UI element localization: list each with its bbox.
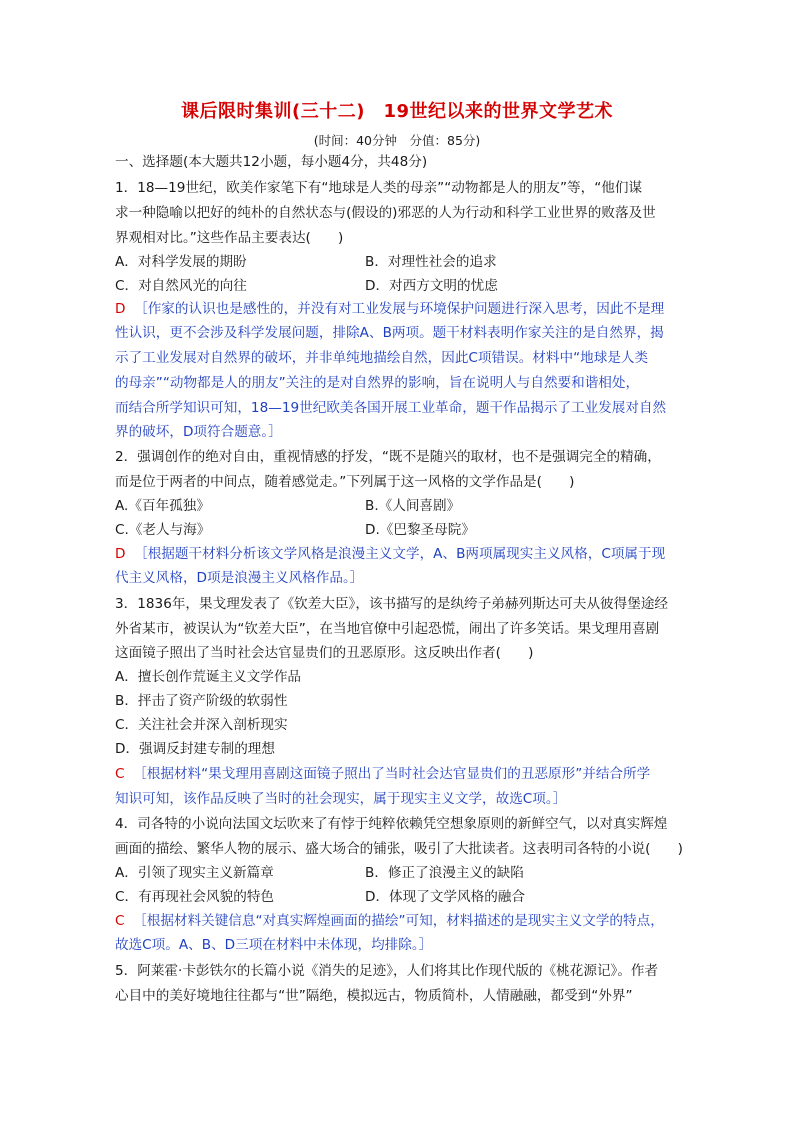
question-2-option-row-1 [115,496,690,516]
question-2-line-2: 而是位于两者的中间点，随着感觉走。”下列属于这一风格的文学作品是( ) [115,474,575,490]
question-3-option-a: A．擅长创作荒诞主义文学作品 [115,669,302,685]
question-2-option-row-2 [115,520,690,540]
question-1-answer-line-1 [115,299,690,319]
question-4-answer-letter: C [115,913,125,929]
question-4-line-1: 4．司各特的小说向法国文坛吹来了有悖于纯粹依赖凭空想象原则的新鲜空气，以对真实辉煌 [115,816,668,832]
question-1-line-1: 1．18—19世纪，欧美作家笔下有“地球是人类的母亲”“动物都是人的朋友”等，“他们谋 [115,180,643,196]
question-4-option-d: D．体现了文学风格的融合 [365,889,525,905]
question-2-answer-text: ［根据题干材料分析该文学风格是浪漫主义文学，A、B两项属现实主义风格，C项属于现 [134,546,666,562]
question-1-option-c: C．对自然风光的向往 [115,278,247,294]
question-3-answer-line-1 [115,764,690,784]
question-5-line-2: 心目中的美好境地往往都与“世”隔绝，模拟远古，物质简朴，人情融融，都受到“外界” [115,988,633,1004]
section-heading: 一、选择题(本大题共12小题，每小题4分，共48分) [115,154,428,170]
question-4-answer-text: ［根据材料关键信息“对真实辉煌画面的描绘”可知，材料描述的是现实主义文学的特点， [133,913,664,929]
question-1-line-2: 求一种隐喻以把好的纯朴的自然状态与(假设的)邪恶的人为行动和科学工业世界的败落及世 [115,205,656,221]
question-1-answer-letter: D [115,301,126,317]
question-4-option-row-2 [115,887,690,907]
question-3-option-b: B．抨击了资产阶级的软弱性 [115,693,288,709]
question-5-line-1: 5．阿莱霍·卡彭铁尔的长篇小说《消失的足迹》，人们将其比作现代版的《桃花源记》。作者 [115,963,659,979]
question-1-option-d: D．对西方文明的忧虑 [365,278,498,294]
question-1-line-3: 界观相对比。”这些作品主要表达( ) [115,230,344,246]
question-3-option-c: C．关注社会并深入剖析现实 [115,717,288,733]
question-2-answer-letter: D [115,546,126,562]
question-3-line-3: 这面镜子照出了当时社会达官显贵们的丑恶原形。这反映出作者( ) [115,645,534,661]
question-2-answer-line-1 [115,544,690,564]
question-1-answer-text: ［作家的认识也是感性的，并没有对工业发展与环境保护问题进行深入思考，因此不是理 [134,301,665,317]
question-4-answer-line-1 [115,911,690,931]
question-4-option-c: C．有再现社会风貌的特色 [115,889,275,905]
question-4-answer-line-2: 故选C项。A、B、D三项在材料中未体现，均排除。］ [115,937,433,953]
question-1-option-row-1 [115,252,690,272]
question-3-answer-line-2: 知识可知，该作品反映了当时的社会现实，属于现实主义文学，故选C项。］ [115,791,567,807]
question-1-option-b: B．对理性社会的追求 [365,254,497,270]
question-2-answer-line-2: 代主义风格，D项是浪漫主义风格作品。］ [115,570,364,586]
question-1-answer-line-6: 界的破坏，D项符合题意。］ [115,424,282,440]
question-1-option-row-2 [115,276,690,296]
question-1-answer-line-3: 示了工业发展对自然界的破坏，并非单纯地描绘自然，因此C项错误。材料中“地球是人类 [115,350,649,366]
question-2-option-a: A.《百年孤独》 [115,498,210,514]
question-3-answer-text: ［根据材料“果戈理用喜剧这面镜子照出了当时社会达官显贵们的丑恶原形”并结合所学 [133,766,651,782]
question-4-option-a: A．引领了现实主义新篇章 [115,865,274,881]
question-1-answer-line-5: 而结合所学知识可知，18—19世纪欧美各国开展工业革命，题干作品揭示了工业发展对自然 [115,400,667,416]
page-subtitle: (时间：40分钟 分值：85分) [313,133,481,148]
question-1-answer-line-2: 性认识，更不会涉及科学发展问题，排除A、B两项。题干材料表明作家关注的是自然界，揭 [115,325,664,341]
question-4-line-2: 画面的描绘、繁华人物的展示、盛大场合的铺张，吸引了大批读者。这表明司各特的小说( ) [115,841,683,857]
question-1-answer-line-4: 的母亲”“动物都是人的朋友”关注的是对自然界的影响，旨在说明人与自然要和谐相处， [115,375,640,391]
question-3-line-2: 外省某市，被误认为“钦差大臣”，在当地官僚中引起恐慌，闹出了许多笑话。果戈理用喜剧 [115,621,660,637]
page-title: 课后限时集训(三十二) 19世纪以来的世界文学艺术 [181,101,613,122]
question-3-line-1: 3．1836年，果戈理发表了《钦差大臣》，该书描写的是纨绔子弟赫列斯达可夫从彼得堡途经 [115,596,669,612]
question-3-option-d: D．强调反封建专制的理想 [115,741,275,757]
question-2-option-c: C.《老人与海》 [115,522,211,538]
question-2-option-b: B.《人间喜剧》 [365,498,461,514]
question-1-option-a: A．对科学发展的期盼 [115,254,247,270]
question-4-option-b: B．修正了浪漫主义的缺陷 [365,865,524,881]
question-2-option-d: D.《巴黎圣母院》 [365,522,475,538]
question-3-answer-letter: C [115,766,125,782]
question-2-line-1: 2．强调创作的绝对自由，重视情感的抒发，“既不是随兴的取材，也不是强调完全的精确， [115,449,661,465]
question-4-option-row-1 [115,863,690,883]
